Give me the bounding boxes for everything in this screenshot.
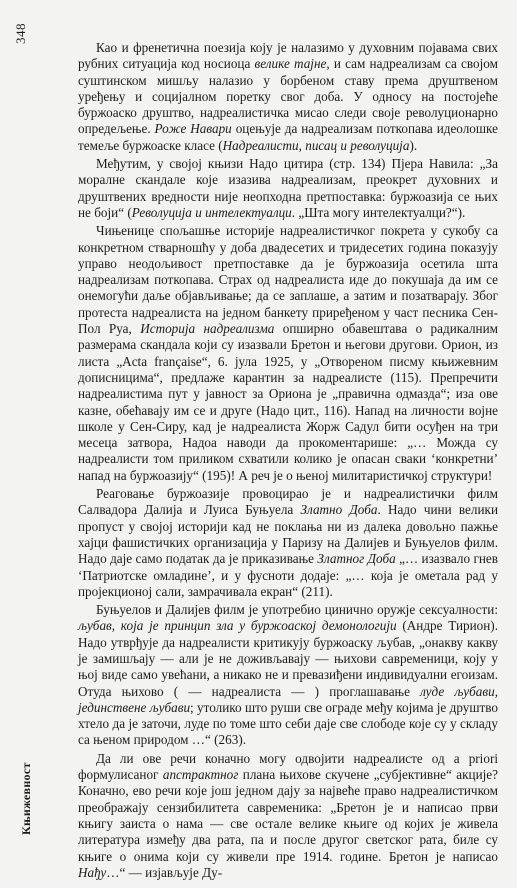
running-title: Књижевност bbox=[19, 762, 33, 835]
italic-text: Златног Доба bbox=[317, 551, 396, 567]
text-segment: (Андре Тирион). Надо утврђује да надреалисти критикују буржоаску љубав, „онакву какву је замишљају — али је не доживљавају — њихови савременици, коју у њој виде само увећани, а никако не и превазиђени индивидуални егоизам. Отуда њихово ( — надреалиста — ) проглашавање bbox=[78, 618, 498, 699]
text-segment: …“ — изјављује Ду- bbox=[106, 864, 223, 880]
text-segment: Међутим, у својој књизи Надо цитира (стр. 134) Пјера Навила: „За моралне скандале које изазива надреализам, преокрет духовних и друштвених вредности није неопходна претпоставка: буржоазија се њих не боји“ ( bbox=[78, 156, 498, 220]
italic-text: Златно Доба bbox=[300, 502, 378, 518]
body-text bbox=[78, 40, 498, 883]
paragraph bbox=[78, 486, 498, 600]
text-segment: „… изазвало гнев ‘Патриотске омладине’, и у фусноти додаје: „… која је ометала рад у пројекционој сали, замрачивала екран“ (211). bbox=[78, 551, 498, 599]
text-segment: ). bbox=[409, 137, 418, 153]
paragraph bbox=[78, 751, 498, 881]
text-segment: . „Шта могу интелектуалци?“). bbox=[291, 204, 466, 220]
paragraph bbox=[78, 223, 498, 484]
paragraph bbox=[78, 156, 498, 221]
text-segment: . Надо чини велики пропуст у својој историји кад не поклања ни из далека довољно пажње хајци фашистичких организација у Паризу на Далијев и Буњуелов филм. Надо даје само податак да је приказивање bbox=[78, 502, 498, 567]
italic-text: апстрактног bbox=[162, 767, 239, 783]
text-segment: Чињенице спољашње историје надреалистичког покрета у сукобу са конкретном стварношћу у доба двадесетих и тридесетих година показују управо неодољивост претпоставке да је буржоазија осетила шта надреализам поткопава. Страх од надреалиста иде до покушаја да им се онемогући даље објављивање; да се заплаше, а затим и позатварају. Због протеста надреалиста на једном банкету приређеном у част песника Сен-Пол Руа, bbox=[78, 223, 498, 337]
text-segment: Буњуелов и Далијев филм је употребио цинично оружје сексуалности: bbox=[96, 602, 498, 618]
text-segment: Као и френетична поезија коју је налазимо у духовним појавама свих рубних ситуација код носиоца bbox=[78, 40, 498, 72]
italic-text: велике тајне bbox=[254, 56, 327, 72]
italic-text: луде љубави, јединствене љубави bbox=[78, 683, 499, 715]
italic-text: љубав, која је принцип зла у буржоаској демонологији bbox=[78, 618, 397, 634]
italic-text: Надреалисти, писац и револуција bbox=[222, 137, 410, 153]
text-segment: Да ли ове речи коначно могу одвојити надреалисте од а priori формулисаног bbox=[78, 750, 498, 783]
paragraph bbox=[78, 602, 498, 749]
italic-text: Роже Навари bbox=[154, 121, 232, 137]
text-segment: плана њихове скучене „субјективне“ акције? Коначно, ево речи које још једном дају за највеће право надреалистичком преображају сензибилитета савременика: „Бретон је и написао први књигу заиста о нама — све остале велике књиге од којих је живела литература између два рата, па и после другог светског рата, биле су књиге о онима који су живели пре 1914. године. Бретон је написао bbox=[78, 767, 498, 864]
text-segment: опширно обавештава о радикалним размерама скандала који су изазвали Бретон и његови другови. Орион, из листа „Acta française“, 6. јула 1925, у „Отвореном писму књижевним дописницима“, предлаже карантин за надреалисте (115). Препречити надреалистима пут у јавност за Ориона је „правична одмазда“; иза ове казне, обећавају им се и друге (Надо цит., 116). Напад на личности војне школе у Сен-Сиру, кад је надреалиста Жорж Садул бити осуђен на три месеца затвора, Надоа наводи да прокоментарише: „… Можда су надреалисти том приликом схватили колико је опасан сваки ‘конкретни’ напад на буржоазију“ (195)! А реч је о њеној милитаристичкој структури! bbox=[78, 321, 498, 483]
paragraph bbox=[78, 40, 498, 154]
italic-text: Нађу bbox=[78, 864, 107, 880]
text-segment: ; утолико што руши све ограде међу којима је друштво хтело да је заточи, луде по томе што себи даје све слободе које су у складу са њеном природом …“ (263). bbox=[78, 699, 498, 748]
text-segment: оцењује да надреализам поткопава идеолошке темеље буржоаске класе ( bbox=[78, 121, 498, 153]
text-segment: Реаговање буржоазије провоцирао је и надреалистички филм Салвадора Далија и Луиса Буњуела bbox=[78, 486, 498, 518]
italic-text: Револуција и интелектуалци bbox=[131, 204, 292, 220]
text-segment: , и сам надреализам са својом суштинском мишљу налазио у борбеном ставу према друштвеном уређењу и социјалном поретку свог доба. У односу на постојеће буржоаско друштво, надреалистичка мисао следи своје револуционарно опредељење. bbox=[78, 56, 498, 137]
italic-text: Историја надреализма bbox=[140, 321, 275, 337]
